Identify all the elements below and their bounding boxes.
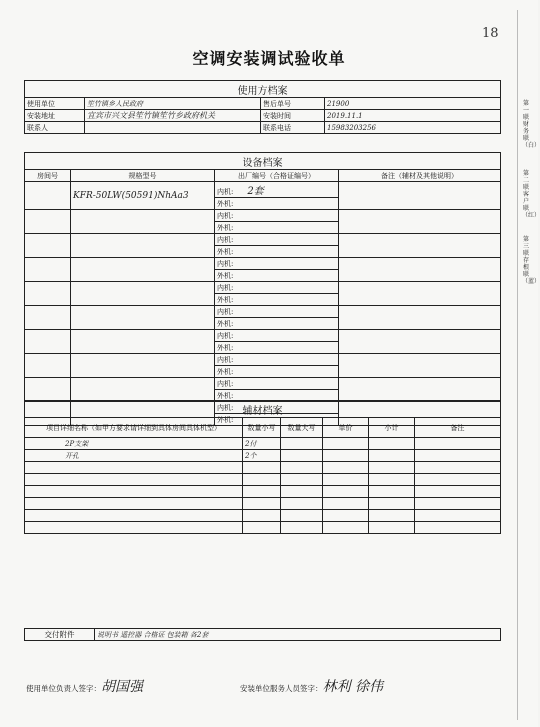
equipment-model	[71, 258, 215, 282]
indoor-serial	[215, 282, 339, 294]
indoor-serial	[215, 210, 339, 222]
accessories-label: 交付附件	[25, 629, 95, 641]
equipment-room	[25, 282, 71, 306]
indoor-serial	[215, 234, 339, 246]
accessories-value: 说明书 遥控器 合格证 包装箱 各2套	[95, 629, 501, 641]
equipment-remark	[339, 282, 501, 306]
indoor-serial	[215, 354, 339, 366]
material-subtotal	[369, 522, 415, 534]
equipment-room	[25, 330, 71, 354]
contact-value	[85, 122, 261, 134]
material-qty	[243, 510, 281, 522]
user-signature-value: 胡国强	[101, 679, 143, 695]
page-number: 18	[482, 26, 499, 41]
material-qty	[243, 498, 281, 510]
col-note: 备注	[415, 418, 501, 438]
equipment-remark	[339, 210, 501, 234]
material-subtotal	[369, 462, 415, 474]
material-item	[25, 486, 243, 498]
material-item	[25, 462, 243, 474]
material-qty-lower	[281, 486, 323, 498]
indoor-serial	[215, 258, 339, 270]
equipment-remark	[339, 258, 501, 282]
materials-table	[24, 400, 501, 534]
material-qty-lower	[281, 474, 323, 486]
col-qty-upper: 数量小写	[243, 418, 281, 438]
contact-label: 联系人	[25, 122, 85, 134]
unit-label: 使用单位	[25, 98, 85, 110]
material-item: 开孔	[25, 450, 243, 462]
equipment-model	[71, 234, 215, 258]
material-qty	[243, 462, 281, 474]
material-qty: 2付	[243, 438, 281, 450]
material-note	[415, 462, 501, 474]
equipment-row	[25, 182, 501, 198]
col-remarks: 备注（辅材及其他说明）	[339, 170, 501, 182]
install-time-value: 2019.11.1	[325, 110, 501, 122]
col-item: 项目详细名称（如甲方要求请详细到具体房间具体机型）	[25, 418, 243, 438]
material-row	[25, 450, 501, 462]
material-qty	[243, 486, 281, 498]
material-note	[415, 510, 501, 522]
material-price	[323, 450, 369, 462]
side-note-first-copy: 第一联财务联（白）	[522, 100, 540, 149]
equipment-remark	[339, 234, 501, 258]
material-price	[323, 510, 369, 522]
material-subtotal	[369, 498, 415, 510]
equipment-row	[25, 258, 501, 270]
col-qty-lower: 数量大写	[281, 418, 323, 438]
material-subtotal	[369, 474, 415, 486]
address-value: 宜宾市兴文县笙竹镇笙竹乡政府机关	[85, 110, 261, 122]
material-qty-lower	[281, 498, 323, 510]
equipment-room	[25, 306, 71, 330]
material-item	[25, 510, 243, 522]
owner-table	[24, 80, 501, 134]
equipment-room	[25, 234, 71, 258]
equipment-row	[25, 282, 501, 294]
user-signature-block	[26, 676, 143, 696]
material-item: 2P支架	[25, 438, 243, 450]
installer-signature-label: 安装单位服务人员签字：	[240, 684, 323, 693]
equipment-row	[25, 330, 501, 342]
col-serial: 出厂编号（合格证编号）	[215, 170, 339, 182]
owner-section-header: 使用方档案	[25, 81, 501, 98]
material-item	[25, 474, 243, 486]
material-note	[415, 450, 501, 462]
outdoor-serial: 外机:	[215, 246, 339, 258]
form-title: 空调安装调试验收单	[192, 49, 346, 68]
equipment-room	[25, 378, 71, 402]
equipment-room	[25, 354, 71, 378]
material-item	[25, 498, 243, 510]
material-subtotal	[369, 486, 415, 498]
equipment-remark	[339, 378, 501, 402]
equipment-section-header: 设备档案	[25, 153, 501, 170]
equipment-row	[25, 234, 501, 246]
indoor-label: 内机:	[217, 308, 234, 316]
material-row	[25, 486, 501, 498]
equipment-model	[71, 282, 215, 306]
material-price	[323, 438, 369, 450]
side-note-third-copy: 第三联存根联（蓝）	[522, 236, 540, 285]
material-row	[25, 510, 501, 522]
material-qty-lower	[281, 438, 323, 450]
material-qty-lower	[281, 522, 323, 534]
equipment-remark	[339, 330, 501, 354]
equipment-table	[24, 152, 501, 426]
outdoor-serial: 外机:	[215, 294, 339, 306]
material-price	[323, 522, 369, 534]
indoor-serial	[215, 306, 339, 318]
equipment-model	[71, 210, 215, 234]
equipment-remark	[339, 306, 501, 330]
installer-signature-value: 林利 徐伟	[322, 679, 383, 695]
side-note-second-copy: 第二联客户联（红）	[522, 170, 540, 219]
material-subtotal	[369, 510, 415, 522]
indoor-label: 内机:	[217, 380, 234, 388]
equipment-row	[25, 378, 501, 390]
user-signature-label: 使用单位负责人签字：	[26, 684, 101, 693]
material-price	[323, 462, 369, 474]
install-time-label: 安装时间	[261, 110, 325, 122]
equipment-remark	[339, 182, 501, 210]
outdoor-serial: 外机:	[215, 414, 339, 426]
equipment-row	[25, 306, 501, 318]
outdoor-serial: 外机:	[215, 318, 339, 330]
indoor-label: 内机:	[217, 332, 234, 340]
material-price	[323, 498, 369, 510]
material-note	[415, 498, 501, 510]
material-item	[25, 522, 243, 534]
indoor-label: 内机:	[217, 236, 234, 244]
equipment-remark	[339, 354, 501, 378]
outdoor-serial: 外机:	[215, 342, 339, 354]
equipment-model	[71, 354, 215, 378]
indoor-label: 内机:	[217, 356, 234, 364]
accessories-table	[24, 628, 501, 641]
page-fold-line	[517, 10, 518, 720]
address-label: 安装地址	[25, 110, 85, 122]
equipment-row	[25, 354, 501, 366]
equipment-room	[25, 182, 71, 210]
equipment-row	[25, 210, 501, 222]
indoor-serial	[215, 182, 339, 198]
material-row	[25, 498, 501, 510]
col-subtotal: 小计	[369, 418, 415, 438]
material-note	[415, 486, 501, 498]
indoor-label: 内机:	[217, 284, 234, 292]
outdoor-serial: 外机:	[215, 222, 339, 234]
material-price	[323, 486, 369, 498]
material-qty-lower	[281, 450, 323, 462]
material-row	[25, 438, 501, 450]
material-row	[25, 474, 501, 486]
material-note	[415, 522, 501, 534]
material-row	[25, 522, 501, 534]
material-qty	[243, 522, 281, 534]
outdoor-serial: 外机:	[215, 270, 339, 282]
material-price	[323, 474, 369, 486]
outdoor-serial: 外机:	[215, 198, 339, 210]
indoor-label: 内机:	[217, 188, 234, 196]
indoor-serial	[215, 378, 339, 390]
outdoor-serial: 外机:	[215, 390, 339, 402]
indoor-label: 内机:	[217, 212, 234, 220]
col-price: 单价	[323, 418, 369, 438]
material-row	[25, 462, 501, 474]
serial-note: 2套	[247, 186, 264, 197]
material-qty-lower	[281, 510, 323, 522]
material-note	[415, 438, 501, 450]
materials-section-header: 辅材档案	[25, 401, 501, 418]
material-qty: 2个	[243, 450, 281, 462]
outdoor-serial: 外机:	[215, 366, 339, 378]
material-subtotal	[369, 450, 415, 462]
indoor-label: 内机:	[217, 260, 234, 268]
material-note	[415, 474, 501, 486]
equipment-model	[71, 330, 215, 354]
col-model: 规格型号	[71, 170, 215, 182]
indoor-serial	[215, 330, 339, 342]
phone-label: 联系电话	[261, 122, 325, 134]
equipment-model	[71, 306, 215, 330]
equipment-model: KFR-50LW(50591)NhAa3	[71, 182, 215, 210]
equipment-room	[25, 258, 71, 282]
equipment-room	[25, 210, 71, 234]
col-room: 房间号	[25, 170, 71, 182]
after-sales-value: 21900	[325, 98, 501, 110]
material-qty	[243, 474, 281, 486]
unit-value: 笙竹镇乡人民政府	[85, 98, 261, 110]
installer-signature-block	[240, 676, 383, 696]
after-sales-label: 售后单号	[261, 98, 325, 110]
phone-value: 15983203256	[325, 122, 501, 134]
material-subtotal	[369, 438, 415, 450]
material-qty-lower	[281, 462, 323, 474]
indoor-label: 内机:	[217, 404, 234, 412]
equipment-model	[71, 378, 215, 402]
